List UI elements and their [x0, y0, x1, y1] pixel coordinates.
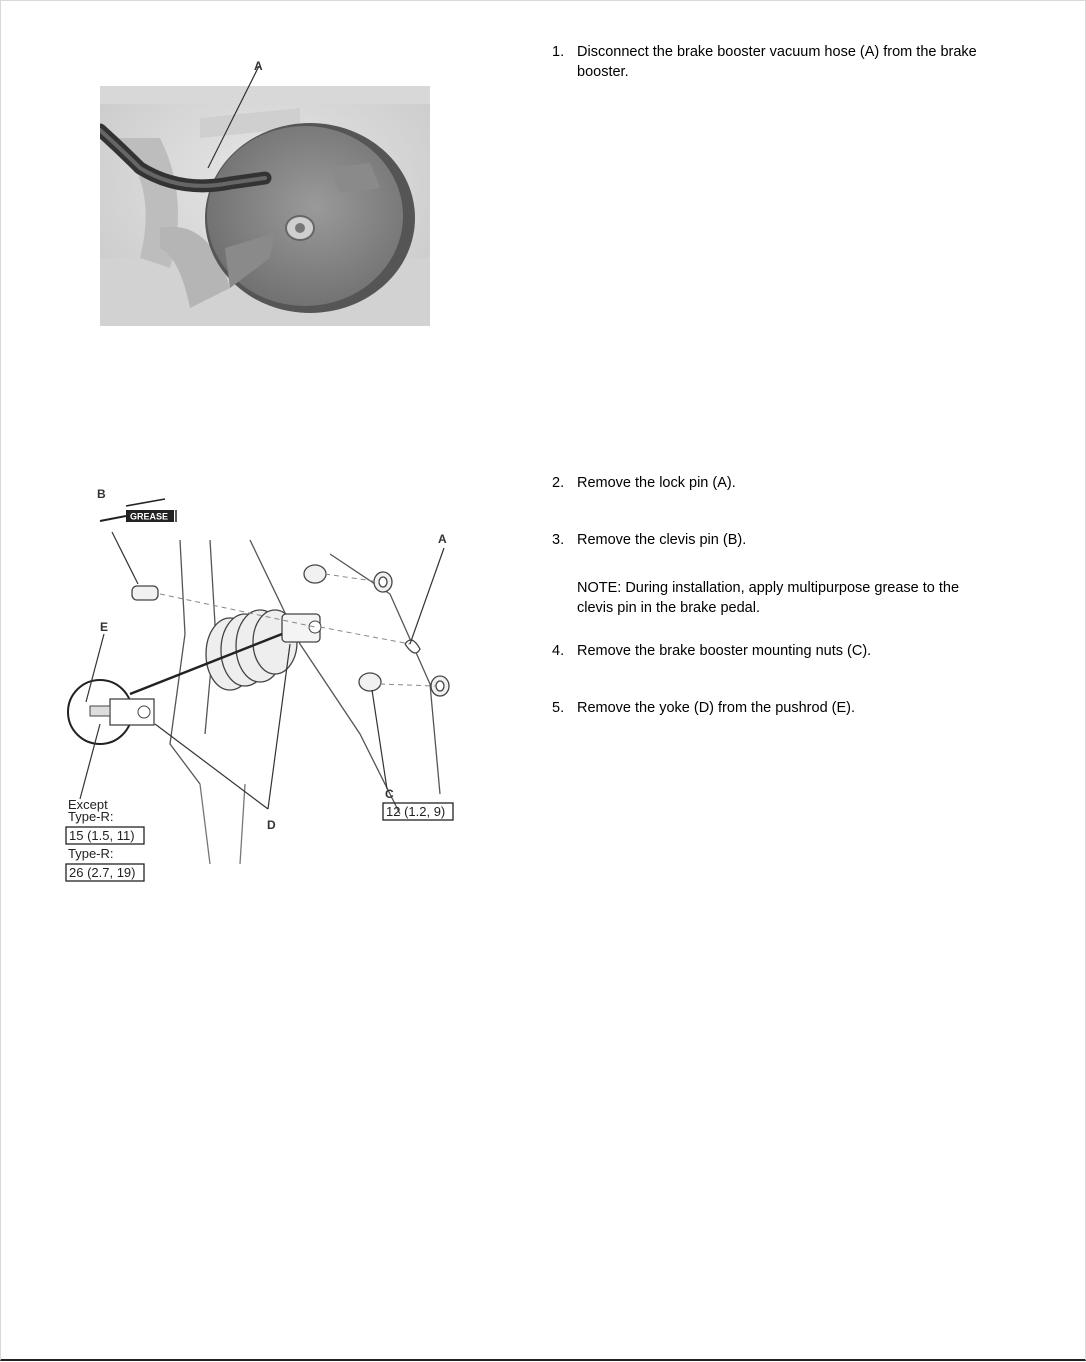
callout-c: C: [385, 787, 394, 801]
torque-c-value: 12 (1.2, 9): [386, 804, 446, 819]
step-text: Remove the lock pin (A).: [577, 475, 736, 491]
step-number: 1.: [552, 44, 565, 60]
step-text: Remove the clevis pin (B).: [577, 532, 747, 548]
callout-a: A: [254, 59, 263, 73]
callout-e: E: [100, 620, 109, 634]
torque-except-label-1: Except: [68, 797, 108, 812]
grease-label: GREASE: [130, 511, 169, 522]
callout-b: B: [97, 487, 106, 501]
step-number: 4.: [552, 643, 565, 659]
step-number: 2.: [552, 475, 565, 491]
figure-brake-booster-hose: [100, 58, 430, 330]
callout-d: D: [267, 818, 276, 832]
grease-icon: [100, 499, 176, 522]
step-text: Remove the brake booster mounting nuts (C).: [577, 643, 872, 659]
torque-typer-value: 26 (2.7, 19): [69, 865, 136, 880]
torque-except-value: 15 (1.5, 11): [69, 828, 135, 843]
step-text: Remove the yoke (D) from the pushrod (E).: [577, 700, 856, 716]
step-text: Disconnect the brake booster vacuum hose (A) from the brake booster.: [577, 44, 977, 80]
note-text: NOTE: During installation, apply multipurpose grease to the clevis pin in the brake pedal.: [577, 580, 960, 616]
step-number: 3.: [552, 532, 565, 548]
callout-a: A: [438, 532, 447, 546]
figure-booster-mounting: [60, 484, 470, 886]
torque-except-label-2: Type-R:: [68, 809, 114, 824]
torque-typer-label: Type-R:: [68, 846, 114, 861]
step-number: 5.: [552, 700, 565, 716]
